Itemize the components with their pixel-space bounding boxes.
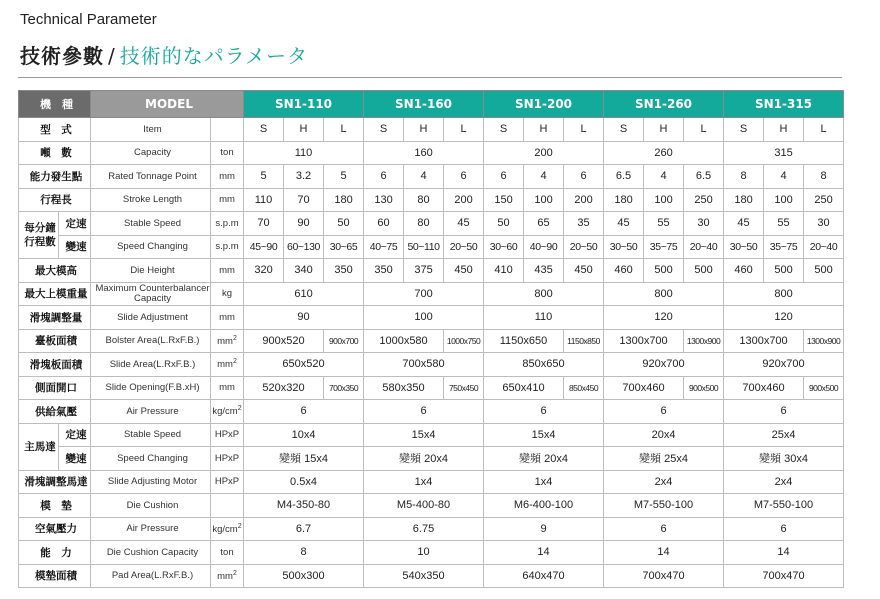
value-cell: 10x4 [244, 423, 364, 447]
row-label-cn: 變速 [59, 447, 91, 471]
unit-text: mm [217, 335, 233, 347]
value-cell: 1150x850 [564, 329, 604, 353]
unit-cell [211, 423, 244, 447]
type-cell: H [404, 118, 444, 142]
technical-parameter-table [18, 90, 844, 588]
row-label-en: Pad Area(L.RxF.B.) [91, 564, 211, 588]
value-cell: 變頻 30x4 [724, 447, 844, 471]
value-cell: 80 [404, 212, 444, 236]
value-cell: 15x4 [364, 423, 484, 447]
value-cell: 700x460 [724, 376, 804, 400]
row-label-en: Slide Area(L.RxF.B.) [91, 353, 211, 377]
value-cell: 500 [804, 259, 844, 283]
unit-text: kg/cm [212, 523, 238, 535]
unit-cell [211, 141, 244, 165]
unit-cell [211, 517, 244, 541]
table-row [19, 376, 844, 400]
value-cell: 35 [564, 212, 604, 236]
value-cell: 250 [684, 188, 724, 212]
value-cell: 55 [764, 212, 804, 236]
unit-text: mm [219, 382, 235, 394]
value-cell: 460 [724, 259, 764, 283]
value-cell: M4-350-80 [244, 494, 364, 518]
unit-cell [211, 470, 244, 494]
header-divider [18, 77, 842, 78]
value-cell: 920x700 [724, 353, 844, 377]
value-cell: 8 [724, 165, 764, 189]
value-cell: 1x4 [364, 470, 484, 494]
value-cell: 900x500 [684, 376, 724, 400]
value-cell: 35~75 [644, 235, 684, 259]
unit-text: mm [219, 264, 235, 276]
value-cell: 6.5 [684, 165, 724, 189]
value-cell: 375 [404, 259, 444, 283]
row-group-main-motor: 主馬達 [19, 423, 59, 470]
value-cell: 35~75 [764, 235, 804, 259]
unit-cell [211, 329, 244, 353]
table-row [19, 282, 844, 306]
unit-text: kg/cm [212, 406, 238, 418]
value-cell: 3.2 [284, 165, 324, 189]
value-cell: 900x500 [804, 376, 844, 400]
value-cell: 110 [244, 141, 364, 165]
row-label-cn: 行程長 [19, 188, 91, 212]
table-row [19, 423, 844, 447]
table-row [19, 400, 844, 424]
value-cell: 6 [604, 517, 724, 541]
title-separator: / [108, 44, 116, 68]
value-cell: 6 [724, 400, 844, 424]
unit-cell [211, 306, 244, 330]
value-cell: 5 [244, 165, 284, 189]
value-cell: 1x4 [484, 470, 604, 494]
value-cell: 30~50 [724, 235, 764, 259]
row-label-en: Die Cushion Capacity [91, 541, 211, 565]
value-cell: 1300x700 [724, 329, 804, 353]
value-cell: 520x320 [244, 376, 324, 400]
unit-cell [211, 353, 244, 377]
unit-text: mm [219, 170, 235, 182]
value-cell: 60 [364, 212, 404, 236]
unit-cell [211, 564, 244, 588]
value-cell: 20~50 [564, 235, 604, 259]
value-cell: 540x350 [364, 564, 484, 588]
table-row [19, 118, 844, 142]
unit-superscript: 2 [232, 334, 237, 342]
table-row [19, 470, 844, 494]
value-cell: 50 [324, 212, 364, 236]
row-label-en: Item [91, 118, 211, 142]
unit-cell [211, 259, 244, 283]
value-cell: 100 [524, 188, 564, 212]
unit-cell [211, 118, 244, 142]
value-cell: 200 [484, 141, 604, 165]
row-label-en: Stable Speed [91, 423, 211, 447]
value-cell: 800 [604, 282, 724, 306]
unit-cell [211, 376, 244, 400]
value-cell: 6 [484, 400, 604, 424]
row-label-en: Speed Changing [91, 447, 211, 471]
value-cell: 變頻 20x4 [364, 447, 484, 471]
value-cell: 4 [644, 165, 684, 189]
type-cell: L [684, 118, 724, 142]
row-label-en: Slide Adjusting Motor [91, 470, 211, 494]
header-model-sn1-260: SN1-260 [604, 91, 724, 118]
value-cell: M7-550-100 [604, 494, 724, 518]
value-cell: 6.5 [604, 165, 644, 189]
unit-cell [211, 541, 244, 565]
unit-cell [211, 235, 244, 259]
unit-superscript: 2 [232, 358, 237, 366]
value-cell: 6 [364, 165, 404, 189]
value-cell: 45 [604, 212, 644, 236]
row-label-en: Maximum Counterbalancer Capacity [91, 282, 211, 306]
value-cell: 0.5x4 [244, 470, 364, 494]
row-label-cn: 定速 [59, 423, 91, 447]
value-cell: 變頻 15x4 [244, 447, 364, 471]
row-label-en: Bolster Area(L.RxF.B.) [91, 329, 211, 353]
value-cell: 9 [484, 517, 604, 541]
value-cell: 6 [444, 165, 484, 189]
value-cell: 500 [684, 259, 724, 283]
value-cell: 750x450 [444, 376, 484, 400]
table-row [19, 447, 844, 471]
value-cell: 450 [564, 259, 604, 283]
value-cell: 150 [484, 188, 524, 212]
value-cell: 5 [324, 165, 364, 189]
value-cell: 2x4 [724, 470, 844, 494]
row-label-en: Slide Opening(F.B.xH) [91, 376, 211, 400]
unit-cell [211, 282, 244, 306]
row-label-en: Die Cushion [91, 494, 211, 518]
row-label-cn: 能力發生點 [19, 165, 91, 189]
row-label-cn: 滑塊調整馬達 [19, 470, 91, 494]
value-cell: 1150x650 [484, 329, 564, 353]
value-cell: M5-400-80 [364, 494, 484, 518]
value-cell: 650x520 [244, 353, 364, 377]
value-cell: 4 [524, 165, 564, 189]
unit-cell [211, 165, 244, 189]
value-cell: 30~50 [604, 235, 644, 259]
value-cell: 180 [324, 188, 364, 212]
type-cell: S [244, 118, 284, 142]
value-cell: 14 [604, 541, 724, 565]
unit-superscript: 2 [237, 405, 242, 413]
value-cell: 變頻 25x4 [604, 447, 724, 471]
value-cell: 580x350 [364, 376, 444, 400]
value-cell: 4 [404, 165, 444, 189]
value-cell: 25x4 [724, 423, 844, 447]
row-label-cn: 供給氣壓 [19, 400, 91, 424]
value-cell: 180 [604, 188, 644, 212]
value-cell: 90 [284, 212, 324, 236]
value-cell: 1000x750 [444, 329, 484, 353]
value-cell: 130 [364, 188, 404, 212]
value-cell: 14 [484, 541, 604, 565]
value-cell: 850x450 [564, 376, 604, 400]
unit-text: ton [220, 546, 234, 558]
value-cell: 110 [484, 306, 604, 330]
table-row [19, 235, 844, 259]
unit-text: HPxP [214, 476, 240, 488]
row-label-cn: 側面開口 [19, 376, 91, 400]
value-cell: 500x300 [244, 564, 364, 588]
value-cell: 435 [524, 259, 564, 283]
value-cell: 6 [244, 400, 364, 424]
value-cell: 100 [364, 306, 484, 330]
value-cell: 500 [764, 259, 804, 283]
unit-text: s.p.m [215, 217, 239, 229]
type-cell: S [484, 118, 524, 142]
value-cell: 120 [604, 306, 724, 330]
table-row [19, 353, 844, 377]
value-cell: 700x470 [604, 564, 724, 588]
unit-cell [211, 447, 244, 471]
type-cell: H [524, 118, 564, 142]
table-row [19, 517, 844, 541]
value-cell: 200 [444, 188, 484, 212]
value-cell: 260 [604, 141, 724, 165]
value-cell: 450 [444, 259, 484, 283]
value-cell: 315 [724, 141, 844, 165]
unit-cell [211, 400, 244, 424]
value-cell: 14 [724, 541, 844, 565]
value-cell: 500 [644, 259, 684, 283]
value-cell: 100 [644, 188, 684, 212]
table-row [19, 141, 844, 165]
header-model-sn1-110: SN1-110 [244, 91, 364, 118]
type-cell: L [324, 118, 364, 142]
value-cell: 1300x900 [684, 329, 724, 353]
value-cell: 410 [484, 259, 524, 283]
row-label-cn: 能 力 [19, 541, 91, 565]
value-cell: 50~110 [404, 235, 444, 259]
unit-cell [211, 188, 244, 212]
unit-text: s.p.m [215, 241, 239, 253]
table-row [19, 564, 844, 588]
row-label-en: Capacity [91, 141, 211, 165]
row-label-cn: 定速 [59, 212, 91, 236]
row-label-en: Rated Tonnage Point [91, 165, 211, 189]
value-cell: 90 [244, 306, 364, 330]
table-row [19, 541, 844, 565]
header-model-en: MODEL [91, 91, 244, 118]
value-cell: 800 [724, 282, 844, 306]
value-cell: 45 [444, 212, 484, 236]
value-cell: 8 [244, 541, 364, 565]
value-cell: M6-400-100 [484, 494, 604, 518]
type-cell: S [724, 118, 764, 142]
value-cell: 6 [484, 165, 524, 189]
row-label-en: Stable Speed [91, 212, 211, 236]
value-cell: 920x700 [604, 353, 724, 377]
unit-superscript: 2 [232, 569, 237, 577]
header-model-sn1-315: SN1-315 [724, 91, 844, 118]
value-cell: 110 [244, 188, 284, 212]
title-chinese: 技術參數 [20, 44, 104, 68]
row-label-en: Air Pressure [91, 517, 211, 541]
unit-superscript: 2 [237, 522, 242, 530]
unit-text: mm [219, 194, 235, 206]
row-label-cn: 型 式 [19, 118, 91, 142]
value-cell: 2x4 [604, 470, 724, 494]
value-cell: 700x470 [724, 564, 844, 588]
value-cell: 1000x580 [364, 329, 444, 353]
value-cell: 650x410 [484, 376, 564, 400]
table-row [19, 259, 844, 283]
title-japanese: 技術的なパラメータ [119, 44, 309, 68]
value-cell: 900x700 [324, 329, 364, 353]
english-title: Technical Parameter [20, 11, 157, 28]
unit-text: ton [220, 147, 234, 159]
value-cell: 700 [364, 282, 484, 306]
value-cell: 6 [724, 517, 844, 541]
unit-text: HPxP [214, 452, 240, 464]
value-cell: 40~90 [524, 235, 564, 259]
row-group-spm: 每分鐘行程數 [19, 212, 59, 259]
table-row [19, 306, 844, 330]
value-cell: 700x580 [364, 353, 484, 377]
value-cell: 45 [724, 212, 764, 236]
table-row [19, 188, 844, 212]
unit-cell [211, 494, 244, 518]
value-cell: 160 [364, 141, 484, 165]
table-row [19, 494, 844, 518]
value-cell: 850x650 [484, 353, 604, 377]
value-cell: 700x350 [324, 376, 364, 400]
value-cell: 1300x900 [804, 329, 844, 353]
table-row [19, 329, 844, 353]
value-cell: 70 [284, 188, 324, 212]
unit-text: kg [221, 288, 233, 300]
value-cell: 80 [404, 188, 444, 212]
value-cell: 6.7 [244, 517, 364, 541]
row-label-en: Air Pressure [91, 400, 211, 424]
value-cell: 180 [724, 188, 764, 212]
value-cell: 100 [764, 188, 804, 212]
value-cell: 10 [364, 541, 484, 565]
value-cell: 50 [484, 212, 524, 236]
value-cell: 30 [684, 212, 724, 236]
header-model-sn1-200: SN1-200 [484, 91, 604, 118]
type-cell: H [644, 118, 684, 142]
value-cell: 55 [644, 212, 684, 236]
unit-text: mm [219, 311, 235, 323]
value-cell: 70 [244, 212, 284, 236]
value-cell: 20~40 [684, 235, 724, 259]
value-cell: 20x4 [604, 423, 724, 447]
unit-text: mm [217, 570, 233, 582]
value-cell: 30~65 [324, 235, 364, 259]
value-cell: 30 [804, 212, 844, 236]
value-cell: 30~60 [484, 235, 524, 259]
value-cell: 8 [804, 165, 844, 189]
value-cell: 320 [244, 259, 284, 283]
row-label-en: Stroke Length [91, 188, 211, 212]
value-cell: 350 [364, 259, 404, 283]
value-cell: 800 [484, 282, 604, 306]
type-cell: L [804, 118, 844, 142]
row-label-cn: 最大上模重量 [19, 282, 91, 306]
page-title [20, 40, 308, 69]
table-header-row [19, 91, 844, 118]
value-cell: M7-550-100 [724, 494, 844, 518]
value-cell: 4 [764, 165, 804, 189]
value-cell: 6.75 [364, 517, 484, 541]
header-model-sn1-160: SN1-160 [364, 91, 484, 118]
type-cell: L [564, 118, 604, 142]
value-cell: 120 [724, 306, 844, 330]
type-cell: H [284, 118, 324, 142]
value-cell: 640x470 [484, 564, 604, 588]
type-cell: H [764, 118, 804, 142]
value-cell: 250 [804, 188, 844, 212]
value-cell: 變頻 20x4 [484, 447, 604, 471]
value-cell: 6 [364, 400, 484, 424]
value-cell: 20~40 [804, 235, 844, 259]
value-cell: 340 [284, 259, 324, 283]
value-cell: 200 [564, 188, 604, 212]
type-cell: L [444, 118, 484, 142]
value-cell: 350 [324, 259, 364, 283]
value-cell: 40~75 [364, 235, 404, 259]
row-label-cn: 模墊面積 [19, 564, 91, 588]
table-row [19, 212, 844, 236]
row-label-cn: 噸 數 [19, 141, 91, 165]
unit-text: HPxP [214, 429, 240, 441]
value-cell: 45~90 [244, 235, 284, 259]
row-label-en: Slide Adjustment [91, 306, 211, 330]
type-cell: S [604, 118, 644, 142]
unit-cell [211, 212, 244, 236]
row-label-cn: 最大模高 [19, 259, 91, 283]
unit-text: mm [217, 359, 233, 371]
row-label-cn: 空氣壓力 [19, 517, 91, 541]
value-cell: 6 [604, 400, 724, 424]
value-cell: 15x4 [484, 423, 604, 447]
row-label-en: Die Height [91, 259, 211, 283]
value-cell: 20~50 [444, 235, 484, 259]
value-cell: 900x520 [244, 329, 324, 353]
header-model-cn: 機 種 [19, 91, 91, 118]
value-cell: 60~130 [284, 235, 324, 259]
value-cell: 610 [244, 282, 364, 306]
value-cell: 700x460 [604, 376, 684, 400]
value-cell: 1300x700 [604, 329, 684, 353]
row-label-cn: 模 墊 [19, 494, 91, 518]
value-cell: 65 [524, 212, 564, 236]
value-cell: 6 [564, 165, 604, 189]
value-cell: 460 [604, 259, 644, 283]
table-row [19, 165, 844, 189]
row-label-cn: 滑塊板面積 [19, 353, 91, 377]
row-label-cn: 滑塊調整量 [19, 306, 91, 330]
row-label-en: Speed Changing [91, 235, 211, 259]
row-label-cn: 臺板面積 [19, 329, 91, 353]
row-label-cn: 變速 [59, 235, 91, 259]
type-cell: S [364, 118, 404, 142]
